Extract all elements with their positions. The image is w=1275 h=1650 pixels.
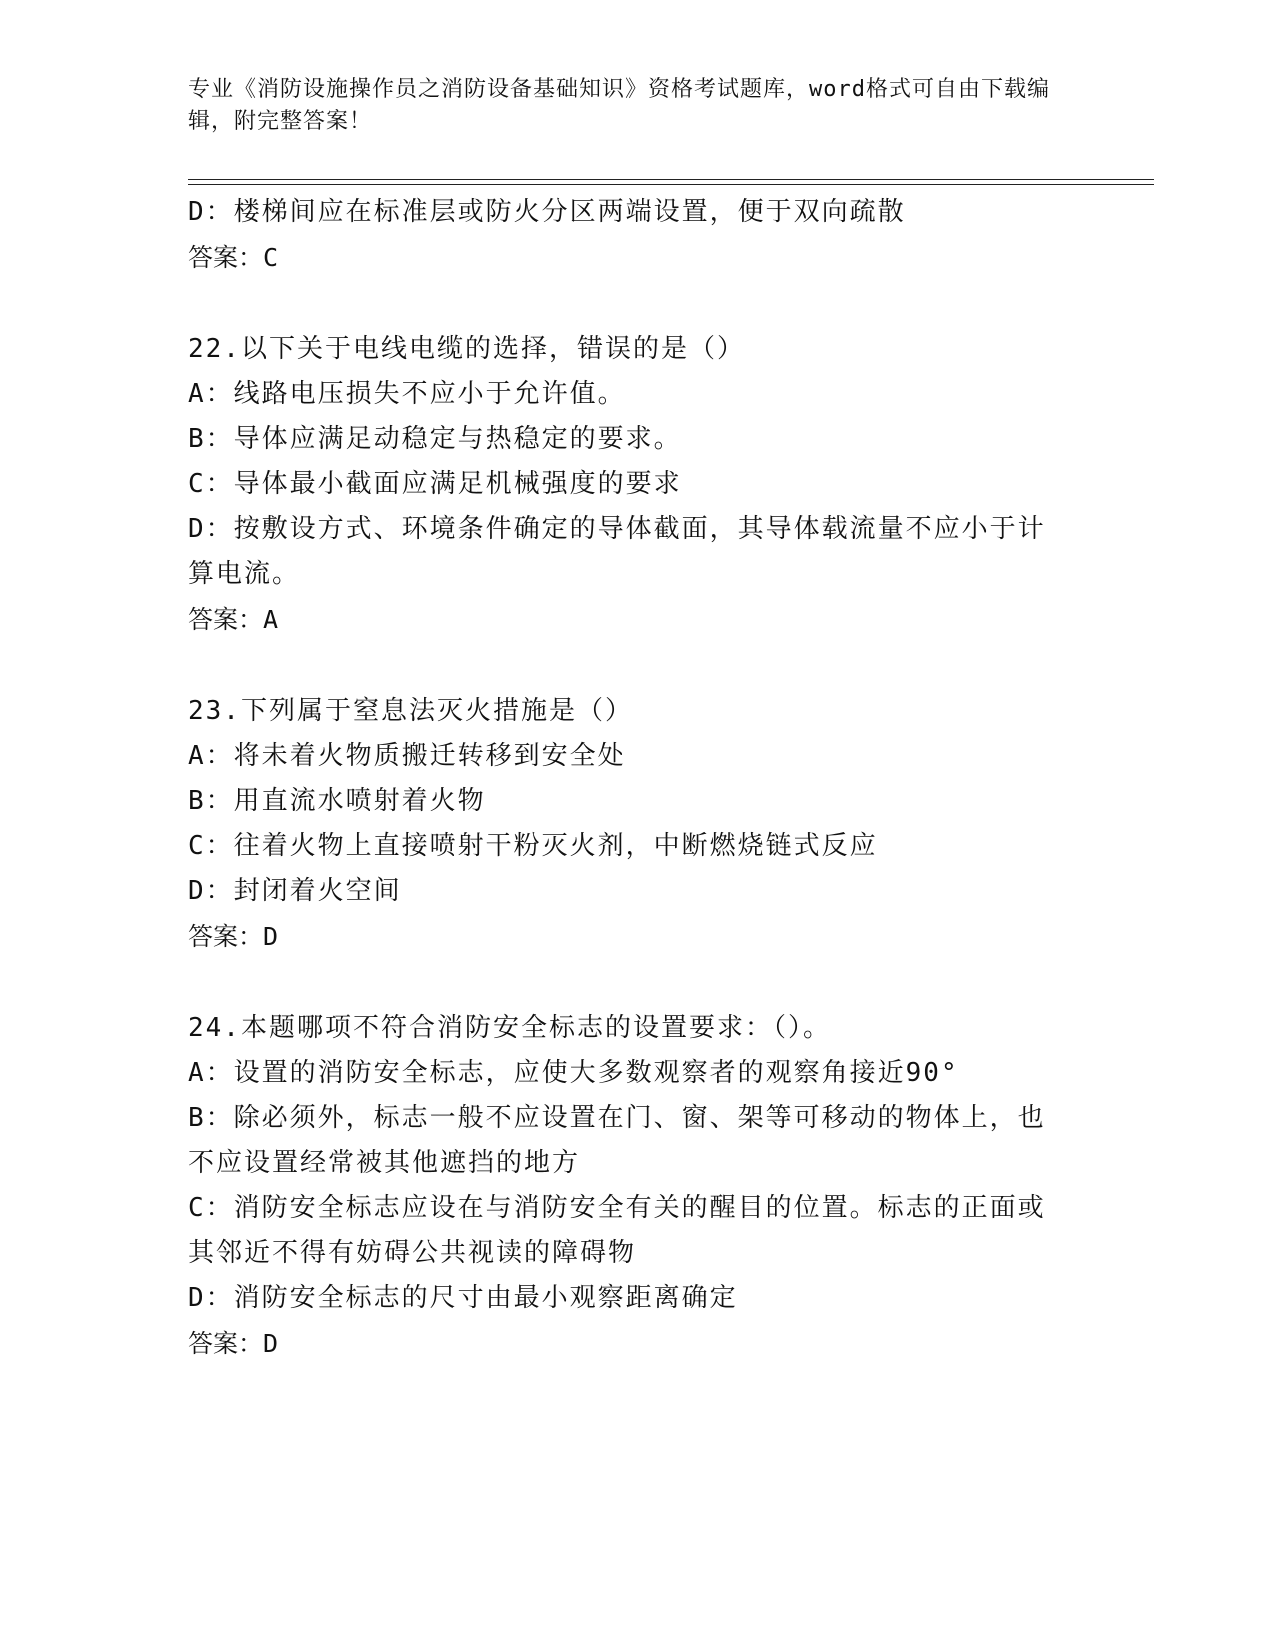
question-stem: 22.以下关于电线电缆的选择，错误的是（）	[188, 334, 745, 364]
question-stem: 24.本题哪项不符合消防安全标志的设置要求：（）。	[188, 1013, 831, 1043]
question-list	[188, 190, 1068, 1366]
answer-line	[188, 914, 1068, 959]
answer-value: A	[263, 605, 279, 634]
header-rule-top	[188, 179, 1154, 180]
answer-label: 答案：	[188, 1329, 264, 1358]
answer-line	[188, 1321, 1068, 1366]
answer-label: 答案：	[188, 922, 264, 951]
answer-value: D	[263, 1329, 279, 1358]
option-b: B：导体应满足动稳定与热稳定的要求。	[188, 424, 682, 454]
answer-line	[188, 597, 1068, 642]
option-c: C：导体最小截面应满足机械强度的要求	[188, 469, 682, 499]
header-rule-bottom	[188, 184, 1154, 185]
answer-line	[188, 235, 1068, 280]
spacer	[188, 642, 1068, 689]
option-b: B：用直流水喷射着火物	[188, 786, 486, 816]
answer-label: 答案：	[188, 605, 264, 634]
question-stem: 23.下列属于窒息法灭火措施是（）	[188, 696, 633, 726]
option-d: D：消防安全标志的尺寸由最小观察距离确定	[188, 1283, 738, 1313]
option-b: B：除必须外，标志一般不应设置在门、窗、架等可移动的物体上，也不应设置经常被其他遮挡的地方	[188, 1103, 1046, 1178]
option-a: A：将未着火物质搬迁转移到安全处	[188, 741, 626, 771]
answer-label: 答案：	[188, 243, 264, 272]
answer-value: C	[263, 243, 279, 272]
spacer	[188, 280, 1068, 327]
option-c: C：消防安全标志应设在与消防安全有关的醒目的位置。标志的正面或其邻近不得有妨碍公共视读的障碍物	[188, 1193, 1046, 1268]
answer-value: D	[263, 922, 279, 951]
document-header: 专业《消防设施操作员之消防设备基础知识》资格考试题库，word格式可自由下载编辑，附完整答案！	[188, 77, 1050, 134]
option-d: D：按敷设方式、环境条件确定的导体截面，其导体载流量不应小于计算电流。	[188, 514, 1046, 589]
option-c: C：往着火物上直接喷射干粉灭火剂，中断燃烧链式反应	[188, 831, 878, 861]
option-d: D：封闭着火空间	[188, 876, 402, 906]
spacer	[188, 959, 1068, 1006]
option-a: A：线路电压损失不应小于允许值。	[188, 379, 626, 409]
option-a: A：设置的消防安全标志，应使大多数观察者的观察角接近90°	[188, 1058, 959, 1088]
option-d: D：楼梯间应在标准层或防火分区两端设置，便于双向疏散	[188, 197, 906, 227]
